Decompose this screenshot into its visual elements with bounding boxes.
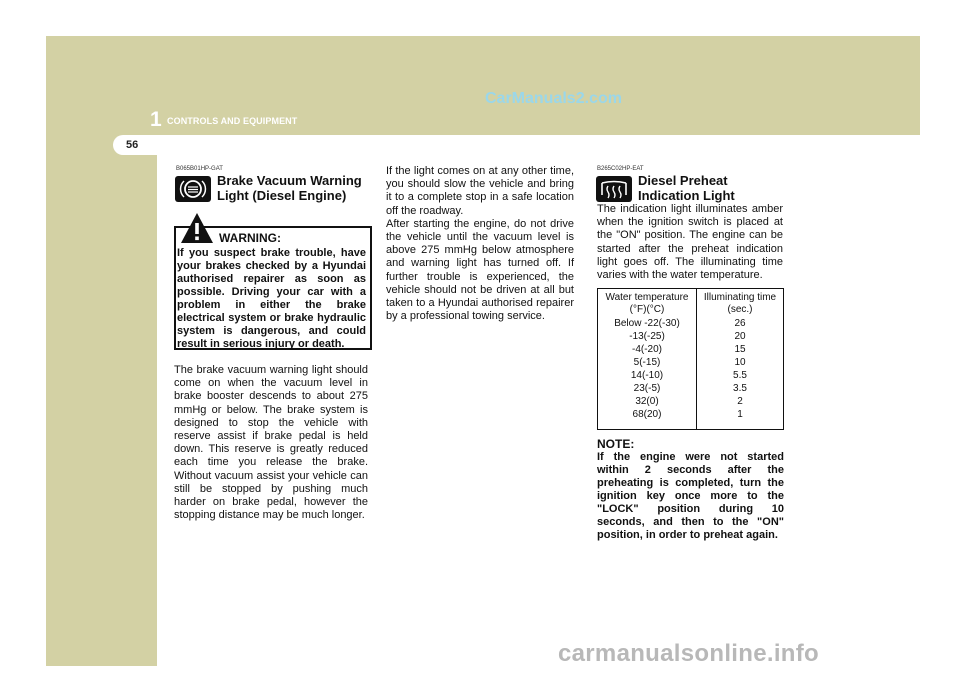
section-code: B065B01HP-GAT (176, 166, 223, 172)
section-title: Diesel Preheat Indication Light (638, 173, 735, 203)
table-cell-temp: -13(-25) (629, 331, 665, 342)
table-cell-time: 15 (734, 344, 746, 355)
table-cell-temp: 5(-15) (633, 357, 661, 368)
table-cell-temp: 32(0) (635, 396, 659, 407)
table-header-time: Illuminating time (sec.) (703, 292, 777, 315)
glow-plug-icon (596, 176, 632, 202)
table-cell-temp: 68(20) (632, 409, 662, 420)
warning-title: WARNING: (219, 231, 281, 245)
site-watermark[interactable]: CarManuals2.com (485, 90, 622, 107)
table-header-temp: Water temperature (°F)(°C) (605, 292, 689, 315)
note-title: NOTE: (597, 437, 635, 451)
warning-text: If you suspect brake trouble, have your brakes checked by a Hyundai authorised repairer as soon as possible. Driving your car with a problem in either the brake electrical system or brake hydraulic system is dangerous, and could result in serious injury or death. (177, 247, 366, 350)
footer-watermark[interactable]: carmanualsonline.info (558, 640, 820, 667)
table-cell-temp: -4(-20) (631, 344, 662, 355)
brake-body-text: The brake vacuum warning light should come on when the vacuum level in brake booster descends to about 275 mmHg or below. The brake system is designed to stop the vehicle with reserve assist if brake pedal is held down. This reserve is greatly reduced each time you release the brake. Without vacuum assist your vehicle can still be stopped by pushing much harder on brake pedal, however the stopping distance may be much longer. (174, 364, 368, 522)
table-cell-time: 1 (737, 409, 743, 420)
middle-body-text: If the light comes on at any other time, you should slow the vehicle and bring it to a complete stop in a safe location off the roadway. After starting the engine, do not drive the vehicle until the vacuum level is above 275 mmHg below atmosphere and warning light has turned off. If further trouble is experienced, the vehicle should not be driven at all but taken to a Hyundai authorised repairer by a professional towing service. (386, 165, 574, 323)
table-cell-time: 10 (734, 357, 746, 368)
preheat-time-table (597, 288, 784, 430)
section-title: Brake Vacuum Warning Light (Diesel Engine) (217, 173, 362, 203)
table-cell-time: 3.5 (733, 383, 747, 394)
chapter-title: CONTROLS AND EQUIPMENT (167, 116, 298, 126)
brake-vacuum-warning-icon (175, 176, 211, 202)
preheat-body-text: The indication light illuminates amber when the ignition switch is placed at the "ON" position. The engine can be started after the preheat indication light goes off. The illuminating time varies with the water temperature. (597, 203, 783, 282)
table-cell-time: 26 (734, 318, 746, 329)
note-text: If the engine were not started within 2 seconds after the preheating is completed, turn the ignition key once more to the "LOCK" position during 10 seconds, and then to the "ON" position, in order to preheat again. (597, 451, 784, 541)
table-cell-time: 5.5 (733, 370, 747, 381)
warning-icon (180, 212, 214, 249)
table-cell-time: 2 (737, 396, 743, 407)
section-code: B265C02HP-EAT (597, 166, 644, 172)
table-cell-time: 20 (734, 331, 746, 342)
table-cell-temp: 14(-10) (630, 370, 664, 381)
table-cell-temp: 23(-5) (633, 383, 661, 394)
table-cell-temp: Below -22(-30) (614, 318, 680, 329)
chapter-number: 1 (150, 108, 162, 131)
page-number: 56 (126, 139, 139, 151)
